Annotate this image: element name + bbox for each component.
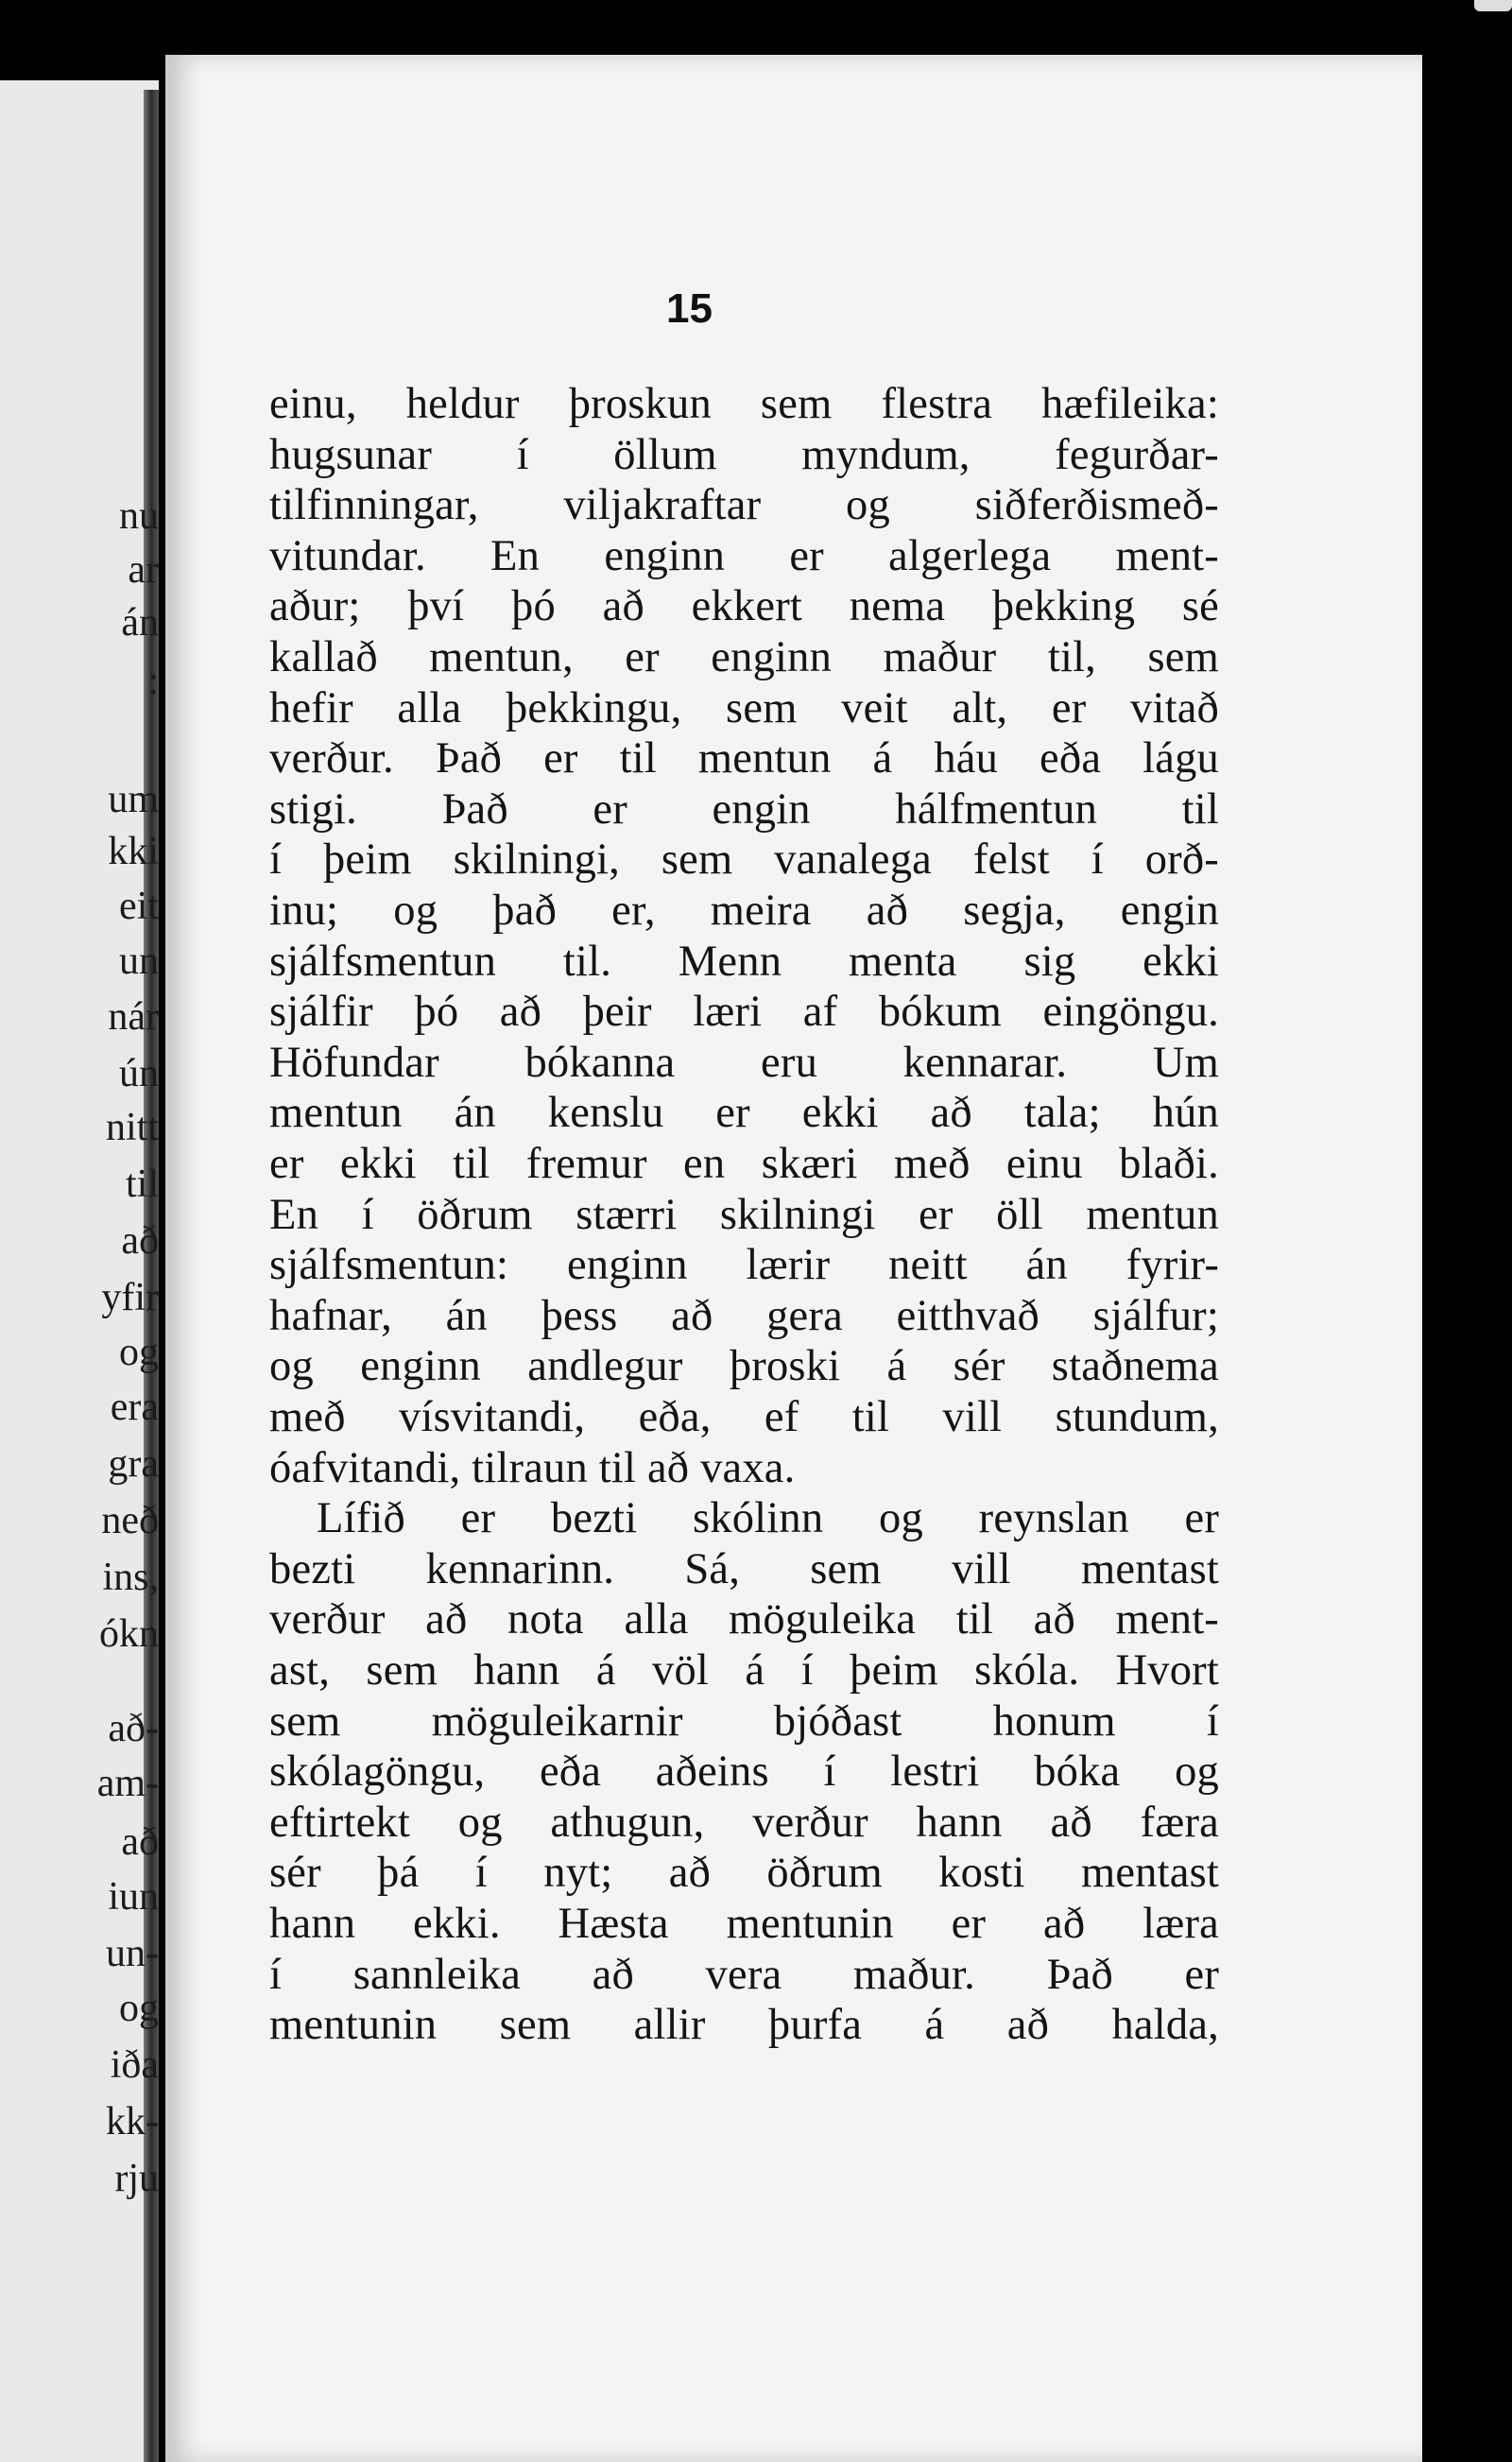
text-line: einu, heldur þroskun sem flestra hæfileika: [269,380,1219,428]
page-number: 15 [666,285,713,332]
text-line: í sannleika að vera maður. Það er [269,1950,1219,1999]
text-line: mentun án kenslu er ekki að tala; hún [269,1089,1219,1138]
left-page-fragment: un [119,939,159,983]
text-line: Lífið er bezti skólinn og reynslan er [317,1494,1219,1543]
text-line: með vísvitandi, eða, ef til vill stundum, [269,1393,1219,1441]
left-page-fragment: og [119,1987,159,2030]
left-page-fragment: að [121,1820,159,1864]
text-line: óafvitandi, tilraun til að vaxa. [269,1443,796,1492]
left-page-fragment: kk- [106,2100,159,2143]
text-line: ast, sem hann á völ á í þeim skóla. Hvort [269,1646,1219,1695]
text-line: inu; og það er, meira að segja, engin [269,887,1219,935]
left-page-fragment: gra [108,1442,159,1486]
text-line: bezti kennarinn. Sá, sem vill mentast [269,1544,1219,1593]
scan-edge-mark [1474,0,1512,11]
left-page-fragment: am- [96,1762,159,1805]
text-line: sjálfsmentun til. Menn menta sig ekki [269,937,1219,986]
page-edge-shadow [1422,55,1512,2462]
left-page-fragment: nitt [105,1106,159,1149]
text-line: sem möguleikarnir bjóðast honum í [269,1696,1219,1746]
text-line: hafnar, án þess að gera eitthvað sjálfur; [269,1291,1219,1340]
text-line: sjálfsmentun: enginn lærir neitt án fyrir- [269,1241,1219,1290]
text-line: En í öðrum stærri skilningi er öll mentun [269,1190,1219,1239]
left-page-fragment: án [121,601,159,645]
left-page-fragment: um [108,778,159,821]
left-page-fragment: : [147,660,159,703]
left-page-fragment: ókn [99,1612,159,1656]
left-page-fragment: að [121,1219,159,1263]
text-line: sér þá í nyt; að öðrum kosti mentast [269,1849,1219,1898]
text-line: sjálfir þó að þeir læri af bókum eingöngu. [269,988,1219,1037]
left-page-fragment: til [125,1162,159,1206]
text-line: hugsunar í öllum myndum, fegurðar- [269,430,1219,479]
left-page-fragment: era [110,1386,159,1429]
left-page-fragment: kki [108,830,159,873]
text-line: og enginn andlegur þroski á sér staðnema [269,1342,1219,1391]
text-line: stigi. Það er engin hálfmentun til [269,784,1219,834]
left-page-fragment: eit [119,885,159,928]
text-line: kallað mentun, er enginn maður til, sem [269,633,1219,681]
left-page-fragment: un- [106,1932,159,1975]
text-line: mentunin sem allir þurfa á að halda, [269,2001,1219,2050]
left-page-fragment: að- [108,1707,159,1750]
text-line: aður; því þó að ekkert nema þekking sé [269,582,1219,631]
text-line: verður. Það er til mentun á háu eða lágu [269,734,1219,783]
left-page-fragment: iða [110,2043,159,2087]
left-page-fragment: neð [101,1499,159,1542]
text-line: verður að nota alla möguleika til að ment- [269,1595,1219,1644]
left-page-fragment: ar [128,548,159,592]
text-line: er ekki til fremur en skæri með einu blaði. [269,1140,1219,1188]
left-page-fragment: ún [119,1052,159,1095]
text-line: skólagöngu, eða aðeins í lestri bóka og [269,1748,1219,1797]
left-page-fragment: nu [119,494,159,538]
left-page-fragment: nár [108,995,159,1039]
left-page-fragment: ins, [102,1556,159,1599]
text-line: hefir alla þekkingu, sem veit alt, er vitað [269,683,1219,732]
text-line: eftirtekt og athugun, verður hann að færa [269,1798,1219,1847]
left-page-fragment: og [119,1331,159,1374]
text-line: Höfundar bókanna eru kennarar. Um [269,1038,1219,1087]
left-page-fragment: rju [114,2157,159,2200]
text-line: í þeim skilningi, sem vanalega felst í orð- [269,835,1219,885]
left-page-fragment: yfir [101,1276,159,1319]
text-line: vitundar. En enginn er algerlega ment- [269,531,1219,580]
text-line: hann ekki. Hæsta mentunin er að læra [269,1900,1219,1948]
text-line: tilfinningar, viljakraftar og siðferðismeð- [269,481,1219,530]
left-page-fragment: iun [108,1875,159,1919]
